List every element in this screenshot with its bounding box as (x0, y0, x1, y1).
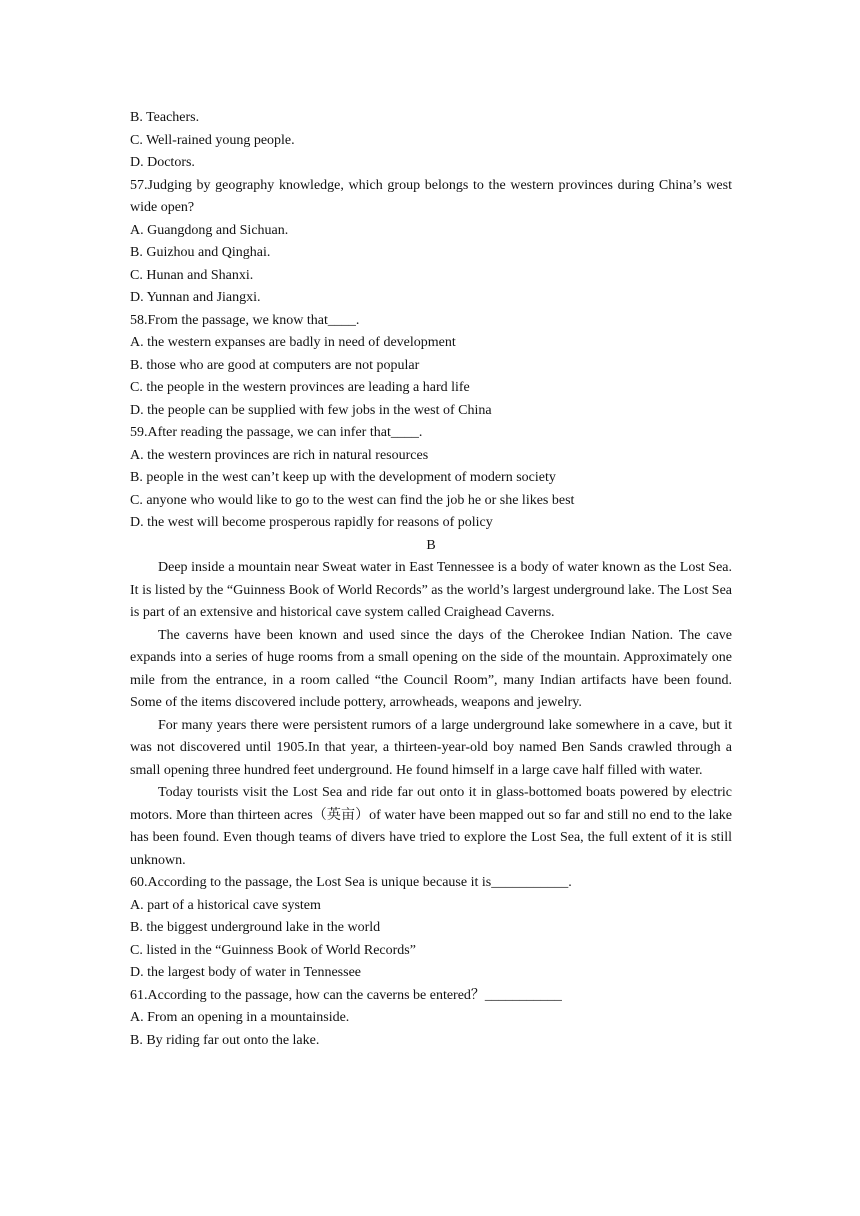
question-57 (130, 175, 732, 310)
option-57-a: A. Guangdong and Sichuan. (130, 222, 289, 238)
option-59-b: B. people in the west can’t keep up with the development of modern society (130, 470, 556, 485)
question-59 (130, 422, 732, 535)
option-61-a: A. From an opening in a mountainside. (130, 1010, 350, 1025)
option-57-b: B. Guizhou and Qinghai. (130, 245, 271, 260)
question-60 (130, 872, 732, 985)
section-b-heading: B (426, 537, 436, 553)
option-58-a: A. the western expanses are badly in need of development (130, 335, 456, 350)
option-59-c: C. anyone who would like to go to the west can find the job he or she likes best (130, 492, 575, 508)
option-59-d: D. the west will become prosperous rapidly for reasons of policy (130, 515, 493, 530)
option-60-d: D. the largest body of water in Tennessee (130, 965, 361, 980)
passage-paragraph: The caverns have been known and used since the days of the Cherokee Indian Nation. The cave expands into a series of huge rooms from a small opening on the side of the mountain. Approximately one mile from the entrance, in a room called “the Council Room”, many Indian artifacts have been found. Some of the items discovered include pottery, arrowheads, weapons and jewelry. (130, 627, 732, 710)
option-57-c: C. Hunan and Shanxi. (130, 267, 254, 283)
question-57-text: 57.Judging by geography knowledge, which group belongs to the western provinces during China’s west wide open? (130, 177, 732, 215)
question-61 (130, 985, 732, 1053)
option-60-b: B. the biggest underground lake in the world (130, 920, 381, 935)
option-61-b: B. By riding far out onto the lake. (130, 1032, 320, 1048)
option-56-b: B. Teachers. (130, 110, 200, 125)
document-page (130, 107, 732, 1052)
passage-paragraph: For many years there were persistent rumors of a large underground lake somewhere in a cave, but it was not discovered until 1905.In that year, a thirteen-year-old boy named Ben Sands crawled through a small opening three hundred feet underground. He found himself in a large cave half filled with water. (130, 717, 732, 778)
option-58-b: B. those who are good at computers are not popular (130, 357, 420, 373)
option-60-a: A. part of a historical cave system (130, 897, 321, 913)
option-60-c: C. listed in the “Guinness Book of World Records” (130, 942, 416, 958)
option-59-a: A. the western provinces are rich in natural resources (130, 447, 429, 463)
option-58-c: C. the people in the western provinces are leading a hard life (130, 380, 470, 395)
option-56-c: C. Well-rained young people. (130, 132, 295, 148)
question-59-text: 59.After reading the passage, we can infer that____. (130, 425, 423, 440)
passage-paragraph: Deep inside a mountain near Sweat water in East Tennessee is a body of water known as the Lost Sea. It is listed by the “Guinness Book of World Records” as the world’s largest underground lake. The Lost Sea is part of an extensive and historical cave system called Craighead Caverns. (130, 560, 732, 620)
question-61-text: 61.According to the passage, how can the caverns be entered？___________ (130, 987, 562, 1003)
question-60-text: 60.According to the passage, the Lost Sea is unique because it is___________. (130, 875, 572, 890)
question-58-text: 58.From the passage, we know that____. (130, 312, 360, 328)
option-58-d: D. the people can be supplied with few jobs in the west of China (130, 402, 492, 418)
question-58 (130, 310, 732, 423)
reading-passage-b (130, 557, 732, 872)
option-56-d: D. Doctors. (130, 155, 195, 170)
question-56-options (130, 107, 732, 175)
passage-paragraph: Today tourists visit the Lost Sea and ride far out onto it in glass-bottomed boats powered by electric motors. More than thirteen acres（英亩）of water have been mapped out so far and still no end to the lake has been found. Even though teams of divers have tried to explore the Lost Sea, the full extent of it is still unknown. (130, 785, 732, 868)
option-57-d: D. Yunnan and Jiangxi. (130, 290, 261, 305)
